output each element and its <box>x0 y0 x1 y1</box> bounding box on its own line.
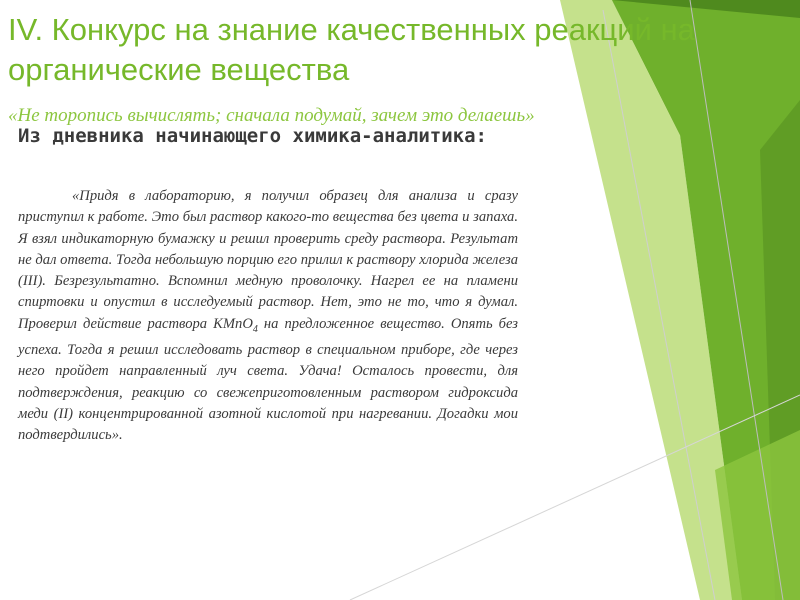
diary-quote <box>18 186 518 446</box>
slide-title: IV. Конкурс на знание качественных реакций на органические вещества <box>8 12 695 87</box>
quote-text-part-1: «Придя в лабораторию, я получил образец для анализа и сразу приступил к работе. Это был раствор какого-то вещества без цвета и запаха. Я взял индикаторную бумажку и решил проверить среду раствора. Результат не дал ответа. Тогда небольшую порцию его прилил к раствору хлорида железа (III). Безрезультатно. Вспомнил медную проволочку. Нагрел ее на пламени спиртовки и опустил в исследуемый раствор. Нет, это не то, что я думал. Проверил действие раствора KMnO <box>18 188 518 332</box>
quote-text-part-2: на предложенное вещество. Опять без успеха. Тогда я решил исследовать раствор в специальном приборе, где через него пройдет направленный луч света. Удача! Осталось провести, для подтверждения, реакцию со свежеприготовленным раствором гидроксида меди (II) концентрированной азотной кислотой при нагревании. Догадки мои подтвердились». <box>18 315 518 444</box>
slide-epigraph: «Не торопись вычислять; сначала подумай, зачем это делаешь» <box>8 105 535 126</box>
formula-subscript: 4 <box>252 323 258 335</box>
section-heading: Из дневника начинающего химика-аналитика: <box>18 125 487 147</box>
